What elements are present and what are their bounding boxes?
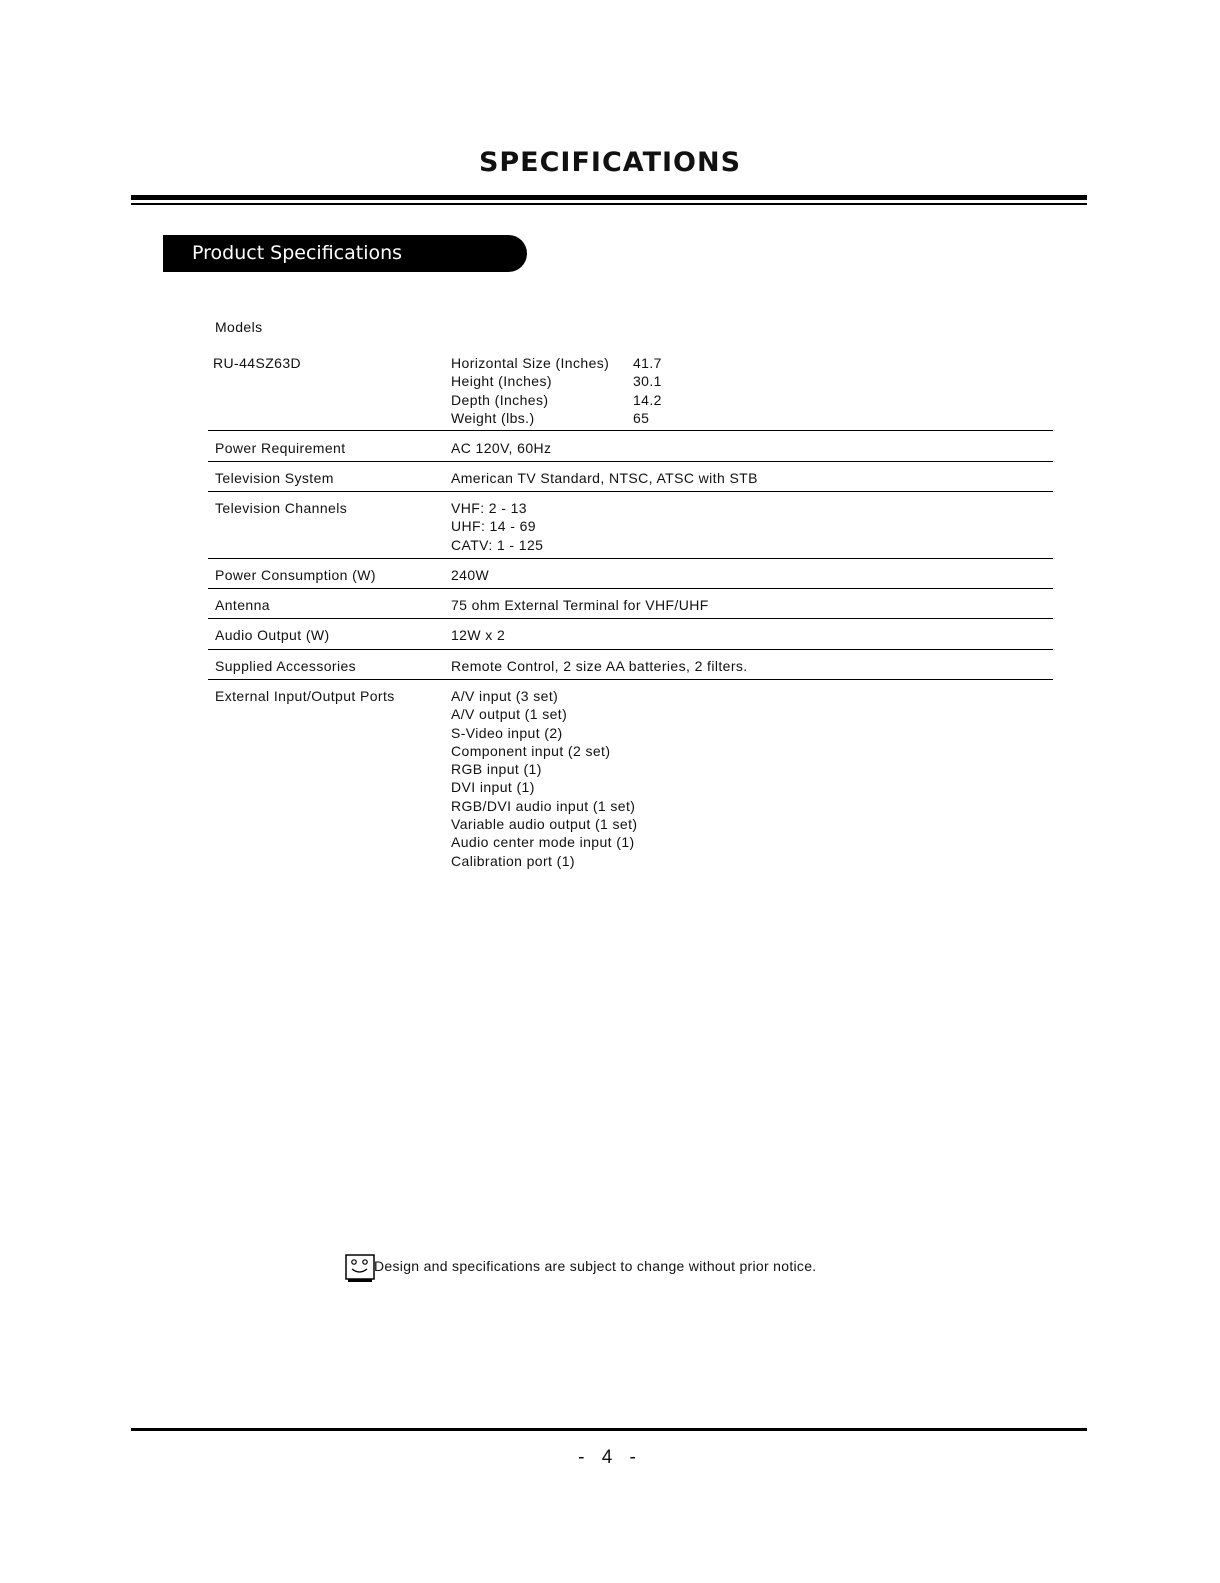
spec-value: 75 ohm External Terminal for VHF/UHF xyxy=(451,597,709,613)
spec-value: RGB/DVI audio input (1 set) xyxy=(451,797,636,814)
spec-label: Power Consumption (W) xyxy=(215,567,376,583)
note-face-icon xyxy=(345,1254,375,1284)
row-divider xyxy=(208,618,1053,619)
spec-label: Power Requirement xyxy=(215,440,346,456)
dimension-value: 14.2 xyxy=(633,391,662,408)
dimension-label: Horizontal Size (Inches) xyxy=(451,355,610,371)
spec-value: Component input (2 set) xyxy=(451,742,611,759)
spec-value: UHF: 14 - 69 xyxy=(451,518,536,535)
model-name: RU-44SZ63D xyxy=(213,355,302,371)
spec-label: Television Channels xyxy=(215,500,348,516)
dimension-labels xyxy=(451,354,609,427)
spec-value: AC 120V, 60Hz xyxy=(451,440,552,456)
dimension-label: Height (Inches) xyxy=(451,373,552,390)
page-title: SPECIFICATIONS xyxy=(478,147,742,178)
spec-value: S-Video input (2) xyxy=(451,724,563,741)
spec-value: 12W x 2 xyxy=(451,627,506,643)
spec-value-list xyxy=(451,499,543,554)
spec-value: 240W xyxy=(451,567,490,583)
spec-value: VHF: 2 - 13 xyxy=(451,500,527,516)
spec-value-list xyxy=(451,687,637,870)
row-divider xyxy=(208,649,1053,650)
dimension-value: 41.7 xyxy=(633,355,662,371)
spec-value: American TV Standard, NTSC, ATSC with STB xyxy=(451,470,758,486)
spec-label: Antenna xyxy=(215,597,270,613)
spec-value: DVI input (1) xyxy=(451,779,535,796)
spec-label: Audio Output (W) xyxy=(215,627,330,643)
page-number: - 4 - xyxy=(578,1447,642,1468)
spec-value: Calibration port (1) xyxy=(451,852,575,869)
row-divider xyxy=(208,461,1053,462)
models-label: Models xyxy=(215,319,263,335)
spec-value: Remote Control, 2 size AA batteries, 2 filters. xyxy=(451,658,748,674)
spec-label: Television System xyxy=(215,470,334,486)
spec-value: Audio center mode input (1) xyxy=(451,834,635,851)
row-divider xyxy=(208,491,1053,492)
footer-rule xyxy=(131,1428,1087,1431)
title-rule-thick xyxy=(131,195,1087,200)
spec-value: RGB input (1) xyxy=(451,761,542,778)
footer-note: Design and specifications are subject to change without prior notice. xyxy=(374,1258,817,1274)
section-tab: Product Specifications xyxy=(163,235,527,272)
dimension-label: Weight (lbs.) xyxy=(451,409,535,426)
row-divider xyxy=(208,430,1053,431)
spec-label: Supplied Accessories xyxy=(215,658,357,674)
row-divider xyxy=(208,679,1053,680)
spec-value: CATV: 1 - 125 xyxy=(451,536,544,553)
dimension-label: Depth (Inches) xyxy=(451,391,549,408)
title-rule-thin xyxy=(131,203,1087,205)
row-divider xyxy=(208,558,1053,559)
dimension-values xyxy=(633,354,662,427)
spec-value: Variable audio output (1 set) xyxy=(451,816,638,833)
spec-value: A/V output (1 set) xyxy=(451,706,568,723)
dimension-value: 30.1 xyxy=(633,373,662,390)
spec-label: External Input/Output Ports xyxy=(215,688,395,704)
row-divider xyxy=(208,588,1053,589)
spec-value: A/V input (3 set) xyxy=(451,688,559,704)
dimension-value: 65 xyxy=(633,409,650,426)
